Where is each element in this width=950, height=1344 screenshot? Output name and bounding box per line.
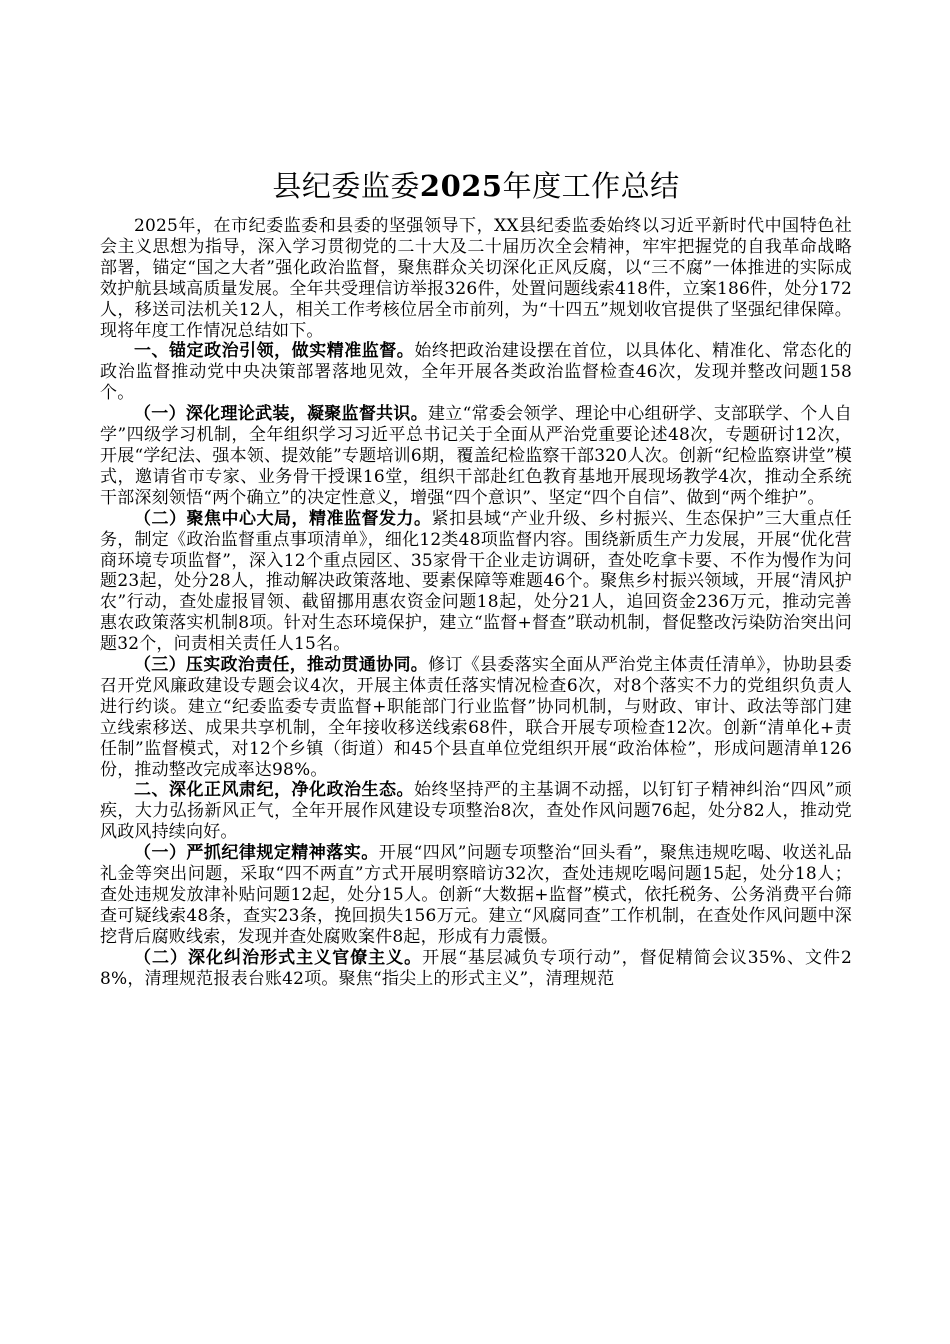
title-prefix: 县纪委监委 [272, 169, 420, 203]
section-2-heading: 二、深化正风肃纪，净化政治生态。 [134, 780, 414, 801]
section-2-2-heading: （二）深化纠治形式主义官僚主义。 [134, 947, 423, 968]
paragraph-text: 开展“四风”问题专项整治“回头看”，聚焦违规吃喝、收送礼品礼金等突出问题，采取“四不两直”方式开展明察暗访32次，查处违规吃喝问题15起，处分18人；查处违规发放津补贴问题12起，处分15人。创新“大数据+监督”模式，依托税务、公务消费平台筛查可疑线索48条，查实23条，挽回损失156万元。建立“风腐同查”工作机制，在查处作风问题中深挖背后腐败线索，发现并查处腐败案件8起，形成有力震慑。 [100, 843, 853, 947]
paragraph-text: 建立“常委会领学、理论中心组研学、支部联学、个人自学”四级学习机制，全年组织学习习近平总书记关于全面从严治党重要论述48次，专题研讨12次，开展“学纪法、强本领、提效能”专题培训6期，覆盖纪检监察干部320人次。创新“纪检监察讲堂”模式，邀请省市专家、业务骨干授课16堂，组织干部赴红色教育基地开展现场教学4次，推动全系统干部深刻领悟“两个确立”的决定性意义，增强“四个意识”、坚定“四个自信”、做到“两个维护”。 [100, 404, 852, 508]
section-1-paragraph [100, 341, 852, 404]
paragraph-text: 修订《县委落实全面从严治党主体责任清单》，协助县委召开党风廉政建设专题会议4次，开展主体责任落实情况检查6次，对8个落实不力的党组织负责人进行约谈。建立“纪委监委专责监督+职能部门行业监督”协同机制，与财政、审计、政法等部门建立线索移送、成果共享机制，全年接收移送线索68件，联合开展专项检查12次。创新“清单化+责任制”监督模式，对12个乡镇（街道）和45个县直单位党组织开展“政治体检”，形成问题清单126份，推动整改完成率达98%。 [100, 655, 853, 780]
paragraph-text: 始终坚持严的主基调不动摇，以钉钉子精神纠治“四风”顽疾，大力弘扬新风正气，全年开展作风建设专项整治8次，查处作风问题76起，处分82人，推动党风政风持续向好。 [100, 780, 852, 843]
section-1-3-paragraph [100, 655, 852, 780]
section-2-1-heading: （一）严抓纪律规定精神落实。 [134, 843, 379, 864]
section-1-3-heading: （三）压实政治责任，推动贯通协同。 [134, 655, 429, 676]
paragraph-text: 紧扣县域“产业升级、乡村振兴、生态保护”三大重点任务，制定《政治监督重点事项清单》，细化12类48项监督内容。围绕新质生产力发展，开展“优化营商环境专项监督”，深入12个重点园区、35家骨干企业走访调研，查处吃拿卡要、不作为慢作为问题23起，处分28人，推动解决政策落地、要素保障等难题46个。聚焦乡村振兴领域，开展“清风护农”行动，查处虚报冒领、截留挪用惠农资金问题18起，处分21人，追回资金236万元，推动完善惠农政策落实机制8项。针对生态环境保护，建立“监督+督查”联动机制，督促整改污染防治突出问题32个，问责相关责任人15名。 [100, 508, 852, 655]
section-1-1-paragraph [100, 404, 852, 509]
paragraph-text: 开展“基层减负专项行动”，督促精简会议35%、文件28%，清理规范报表台账42项。聚焦“指尖上的形式主义”，清理规范 [100, 947, 852, 989]
section-2-paragraph [100, 780, 852, 843]
paragraph-text: 2025年，在市纪委监委和县委的坚强领导下，XX县纪委监委始终以习近平新时代中国特色社会主义思想为指导，深入学习贯彻党的二十大及二十届历次全会精神，牢牢把握党的自我革命战略部署，锚定“国之大者”强化政治监督，聚焦群众关切深化正风反腐，以“三不腐”一体推进的实际成效护航县域高质量发展。全年共受理信访举报326件，处置问题线索418件，立案186件，处分172人，移送司法机关12人，相关工作考核位居全市前列，为“十四五”规划收官提供了坚强纪律保障。现将年度工作情况总结如下。 [100, 216, 852, 341]
title-suffix: 年度工作总结 [502, 169, 680, 203]
section-1-2-heading: （二）聚焦中心大局，精准监督发力。 [134, 508, 432, 529]
section-2-1-paragraph [100, 843, 852, 948]
section-1-heading: 一、锚定政治引领，做实精准监督。 [134, 341, 415, 362]
section-2-2-paragraph [100, 948, 852, 990]
section-1-2-paragraph [100, 509, 852, 655]
paragraph-text: 始终把政治建设摆在首位，以具体化、精准化、常态化的政治监督推动党中央决策部署落地见效，全年开展各类政治监督检查46次，发现并整改问题158个。 [100, 341, 853, 404]
title-year: 2025 [419, 169, 503, 203]
intro-paragraph [100, 216, 852, 341]
section-1-1-heading: （一）深化理论武装，凝聚监督共识。 [134, 404, 429, 425]
document-title [100, 166, 852, 206]
document-page [100, 166, 852, 990]
